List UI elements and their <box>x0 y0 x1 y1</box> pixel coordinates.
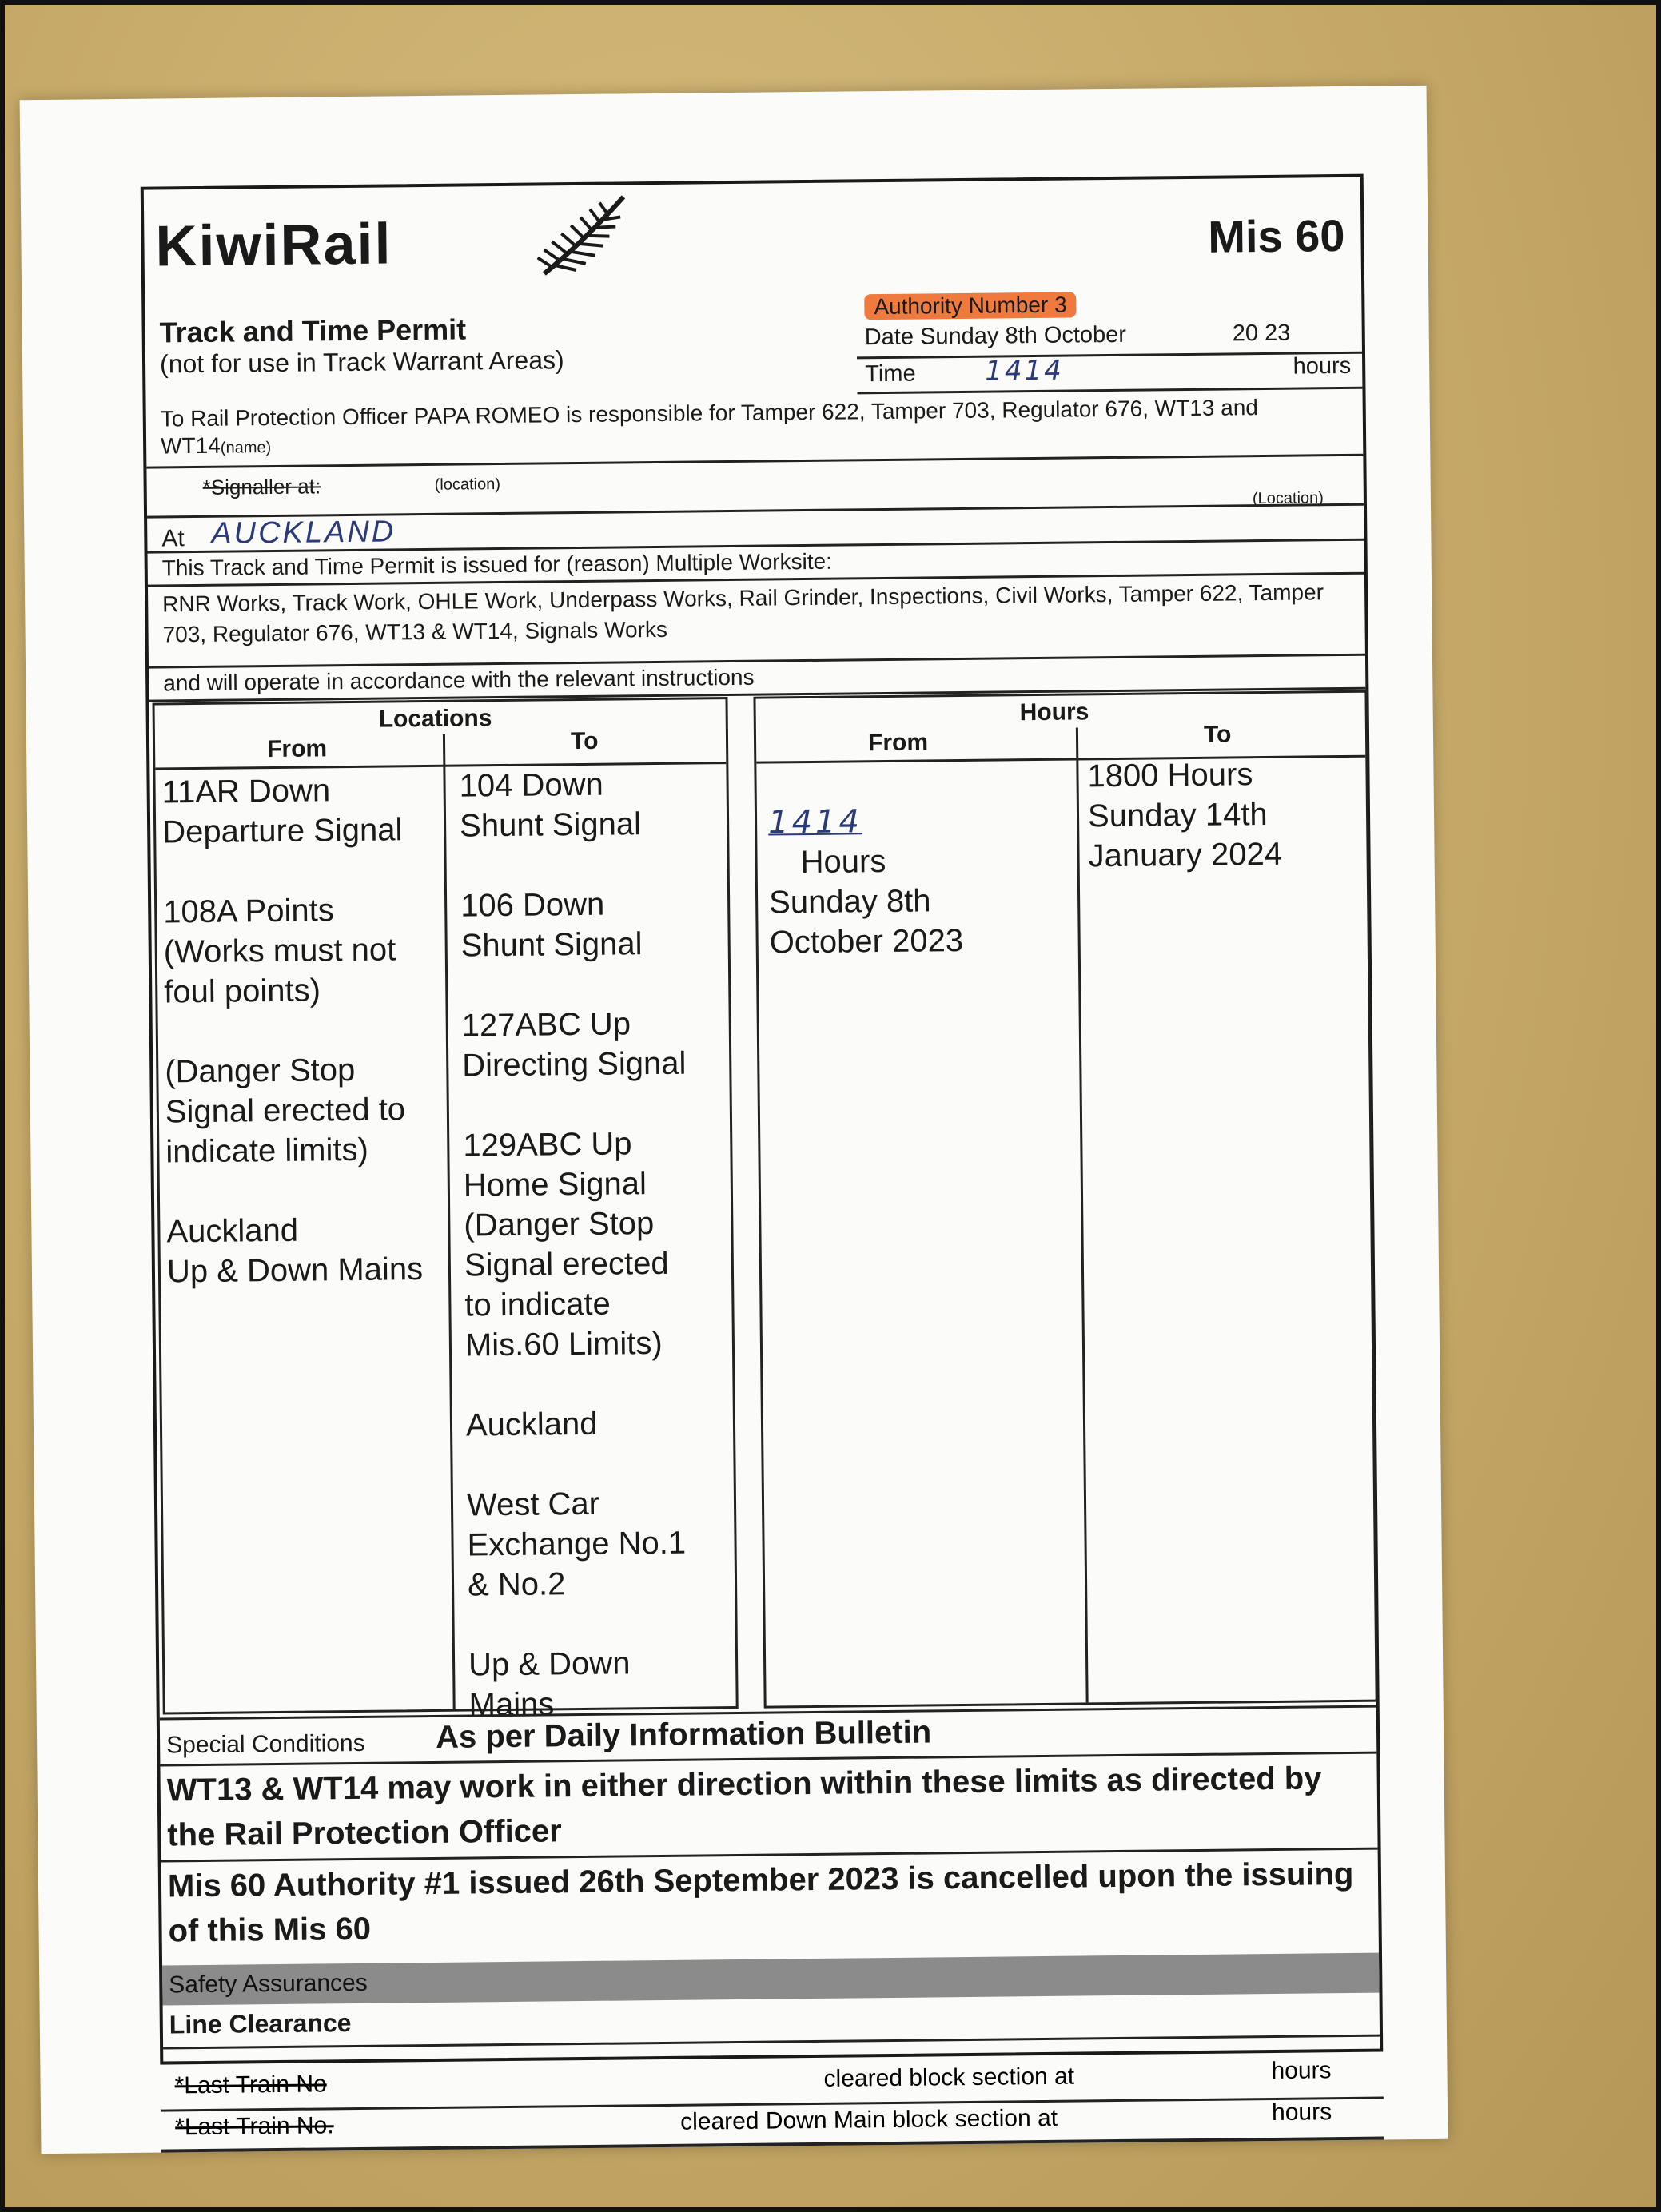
recipient-statement <box>161 393 1352 463</box>
last-train-label: *Last Train No <box>174 2071 327 2099</box>
locations-table <box>153 697 739 1723</box>
reason-detail: RNR Works, Track Work, OHLE Work, Underpass Works, Rail Grinder, Inspections, Civil Works, Tamper 622, Tamper 703, Regulator 676, WT13 & WT14, Signals Works <box>162 579 1324 647</box>
from-hours-label: Hours <box>800 843 886 881</box>
hours-from-cell <box>767 760 1073 1003</box>
permit-year: 20 23 <box>1232 320 1291 347</box>
divider <box>149 654 1365 669</box>
hours-to-header: To <box>1203 721 1232 748</box>
special-condition-2: Mis 60 Authority #1 issued 26th September 2023 is cancelled upon the issuing of this Mis 60 <box>167 1856 1354 1949</box>
permit-form <box>141 174 1384 2065</box>
hours-table <box>753 690 1377 1709</box>
locations-to-header: To <box>570 727 599 755</box>
recipient-text: To Rail Protection Officer PAPA ROMEO is responsible for Tamper 622, Tamper 703, Regulator 676, WT13 and WT14 <box>160 395 1259 459</box>
name-hint: (name) <box>220 439 272 457</box>
clearance-text: cleared block section at <box>823 2063 1075 2092</box>
divider <box>1076 727 1089 1702</box>
time-value-handwritten: 1414 <box>985 354 1064 388</box>
permit-subtitle: (not for use in Track Warrant Areas) <box>159 345 564 379</box>
hours-to-cell: 1800 Hours Sunday 14th January 2024 <box>1087 757 1283 874</box>
operate-statement: and will operate in accordance with the relevant instructions <box>163 664 755 696</box>
hours-from-header: From <box>867 729 929 757</box>
hours-header: Hours <box>1019 698 1089 726</box>
permit-paper <box>20 86 1448 2154</box>
kiwirail-logo-text: KiwiRail <box>155 212 392 279</box>
from-time-handwritten: 1414 <box>767 803 863 841</box>
locations-to-cell: 104 Down Shunt Signal 106 Down Shunt Signal 127ABC Up Directing Signal 129ABC Up Home Signal (Danger Stop Signal erected to indicate Mis.60 Limits) Auckland West Car Exchange No.1 & No.2 Up & Down Mains <box>459 766 687 1723</box>
locations-from-cell: 11AR Down Departure Signal 108A Points (Works must not foul points) (Danger Stop Signal erected to indicate limits) Auckland Up & Down Mains <box>161 773 424 1290</box>
line-clearance-label: Line Clearance <box>169 2008 352 2039</box>
locations-from-header: From <box>266 735 328 763</box>
last-train-label: *Last Train No. <box>174 2112 334 2141</box>
time-label: Time <box>865 360 916 388</box>
form-code: Mis 60 <box>1207 209 1345 262</box>
from-date: Sunday 8th October 2023 <box>768 883 964 961</box>
at-location-handwritten: AUCKLAND <box>211 515 396 551</box>
authority-number: Authority Number 3 <box>864 292 1077 320</box>
special-conditions-label: Special Conditions <box>165 1729 365 1759</box>
clearance-text: cleared Down Main block section at <box>679 2104 1058 2135</box>
divider <box>857 352 1362 360</box>
hours-label: hours <box>1271 2057 1332 2085</box>
permit-title: Track and Time Permit <box>159 312 467 349</box>
at-label: At <box>161 525 185 552</box>
hours-label: hours <box>1271 2099 1332 2126</box>
special-condition-1: WT13 & WT14 may work in either direction within these limits as directed by the Rail Protection Officer <box>166 1760 1322 1853</box>
permit-date: Date Sunday 8th October <box>864 321 1127 351</box>
location-hint: (Location) <box>1252 489 1324 508</box>
location-hint: (location) <box>434 475 501 494</box>
hours-label: hours <box>1293 352 1352 380</box>
fern-logo-icon <box>528 193 632 281</box>
special-conditions-value: As per Daily Information Bulletin <box>435 1714 932 1755</box>
safety-assurances-banner: Safety Assurances <box>162 1953 1379 2006</box>
signaller-label: *Signaller at: <box>202 474 321 499</box>
divider <box>443 734 456 1709</box>
locations-header: Locations <box>378 705 492 733</box>
reason-intro: This Track and Time Permit is issued for (reason) Multiple Worksite: <box>161 548 833 581</box>
